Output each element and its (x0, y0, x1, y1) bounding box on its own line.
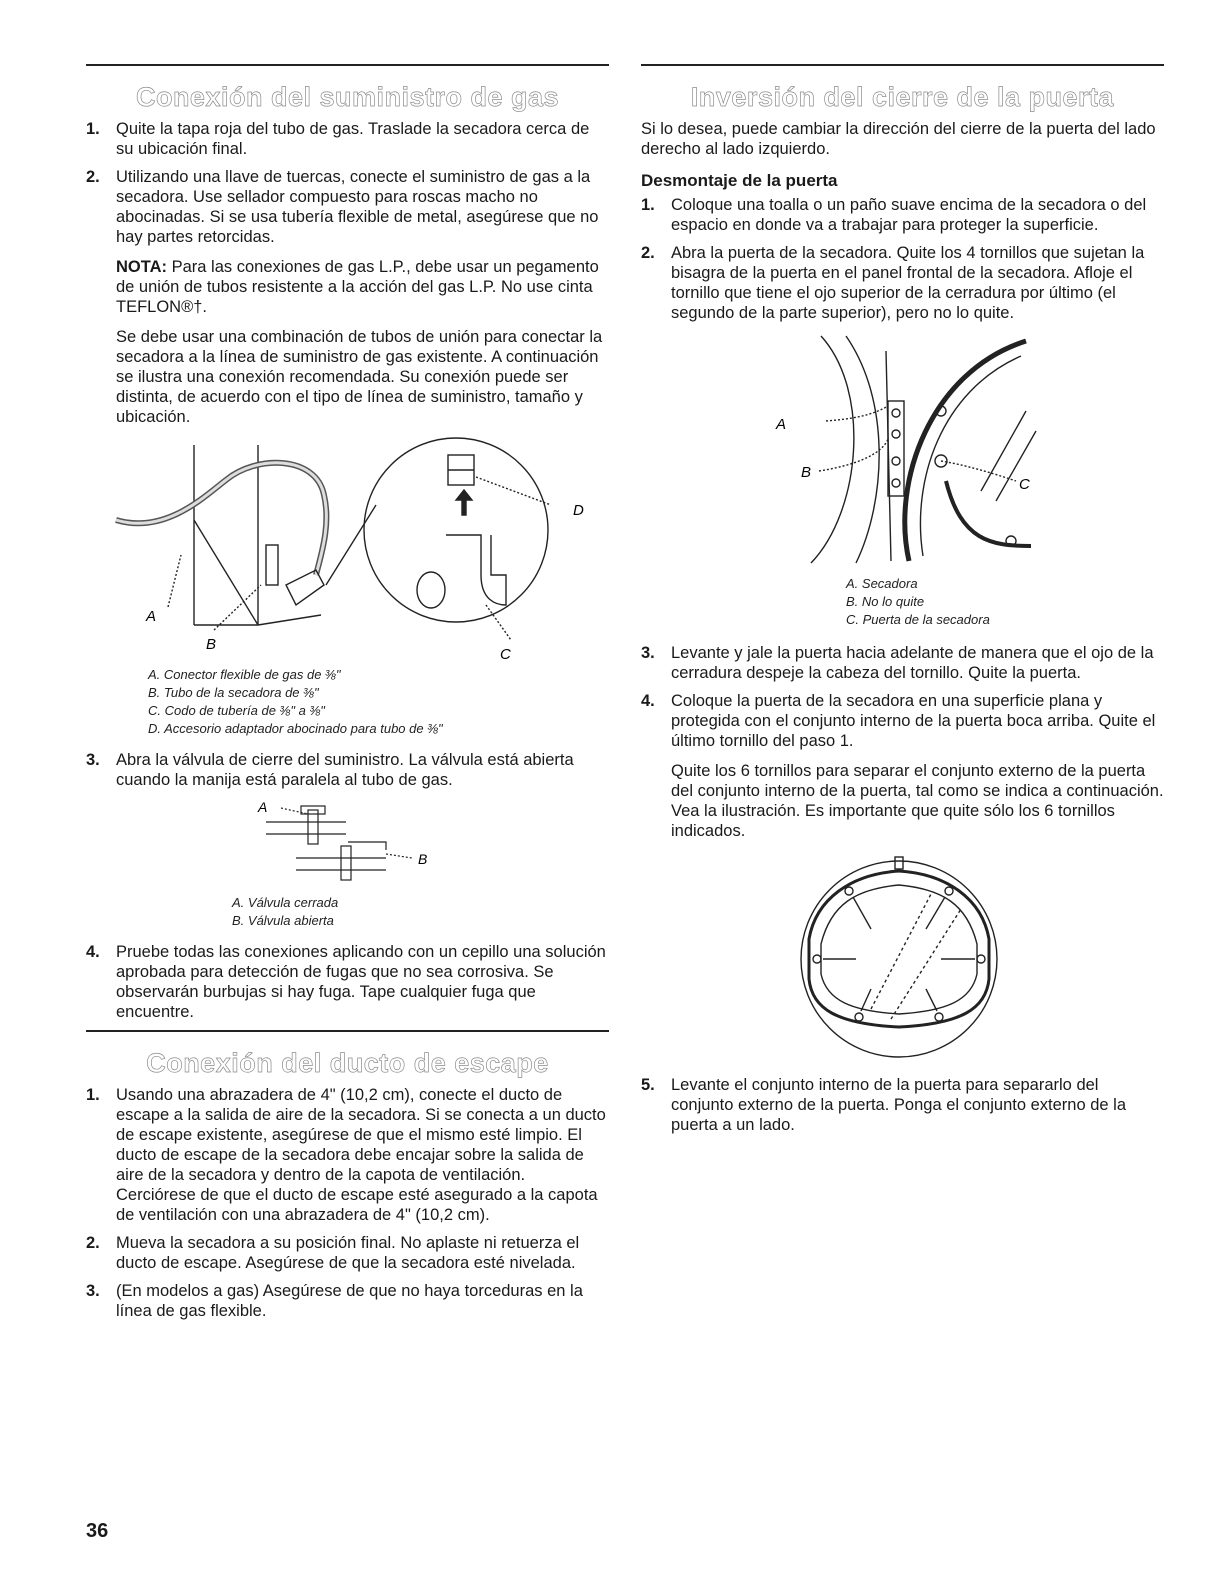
top-rule-left (86, 64, 609, 66)
label-c: C (1019, 476, 1030, 493)
exhaust-step-3 (86, 1281, 609, 1321)
door-step-5 (641, 1075, 1164, 1135)
door-step-1 (641, 195, 1164, 235)
step-number: 1. (86, 120, 100, 138)
nota-paragraph (116, 257, 609, 317)
step-number: 2. (86, 1234, 100, 1252)
caption: A. Secadora (846, 576, 918, 591)
exhaust-step-1 (86, 1085, 609, 1225)
nota-label: NOTA: (116, 258, 168, 276)
door-screws-figure (641, 849, 1164, 1059)
caption: B. No lo quite (846, 594, 925, 609)
step-text: Abra la puerta de la secadora. Quite los 4 tornillos que sujetan la bisagra de la puerta en el panel frontal de la secadora. Afloje el tornillo que tiene el ojo superior de la cerradura por último (el segundo de la parte superior), pero no lo quite. (671, 244, 1145, 322)
top-rule-right (641, 64, 1164, 66)
caption: D. Accesorio adaptador abocinado para tubo de ⅜" (148, 721, 443, 736)
valve-captions (232, 894, 609, 930)
gas-step-3 (86, 750, 609, 790)
valve-figure (86, 798, 609, 888)
step-text: Levante el conjunto interno de la puerta para separarlo del conjunto externo de la puerta. Ponga el conjunto externo de la puerta a un lado. (671, 1076, 1126, 1134)
step-text: Utilizando una llave de tuercas, conecte el suministro de gas a la secadora. Use sellador compuesto para roscas macho no abocinadas. Si se usa tubería flexible de metal, asegúrese que no hay partes retorcidas. (116, 168, 599, 246)
label-a: A (146, 608, 157, 625)
door-step-2 (641, 243, 1164, 323)
gas-connection-figure (86, 435, 609, 660)
nota-text: Para las conexiones de gas L.P., debe usar un pegamento de unión de tubos resistente a la acción del gas L.P. No use cinta TEFLON®†. (116, 258, 599, 316)
door-screws-illustration (641, 849, 1164, 1059)
step-text: Abra la válvula de cierre del suministro. La válvula está abierta cuando la manija está paralela al tubo de gas. (116, 751, 574, 789)
step-number: 4. (86, 943, 100, 961)
label-c: C (500, 646, 511, 660)
step-text: Levante y jale la puerta hacia adelante de manera que el ojo de la cerradura despeje la cabeza del tornillo. Quite la puerta. (671, 644, 1154, 682)
caption: A. Válvula cerrada (232, 895, 339, 910)
step-text-continued: Quite los 6 tornillos para separar el conjunto externo de la puerta del conjunto interno de la puerta, tal como se indica a continuación. Vea la ilustración. Es importante que quite sólo los 6 tornillos indicados. (671, 762, 1164, 840)
label-a: A (776, 416, 787, 433)
door-hinge-figure (641, 331, 1164, 569)
step-number: 3. (641, 644, 655, 662)
label-b: B (801, 464, 812, 481)
step-number: 2. (86, 168, 100, 186)
step-text: Mueva la secadora a su posición final. No aplaste ni retuerza el ducto de escape. Asegúrese de que la secadora esté nivelada. (116, 1234, 580, 1272)
step-number: 2. (641, 244, 655, 262)
exhaust-title: Conexión del ducto de escape (146, 1048, 549, 1078)
step-text: Pruebe todas las conexiones aplicando con un cepillo una solución aprobada para detección de fugas que no sea corrosiva. Se observarán burbujas si hay fuga. Tape cualquier fuga que encuentre. (116, 943, 606, 1021)
step-number: 3. (86, 1282, 100, 1300)
step-text: Coloque una toalla o un paño suave encima de la secadora o del espacio en donde va a trabajar para proteger la superficie. (671, 196, 1147, 234)
step-text: Quite la tapa roja del tubo de gas. Traslade la secadora cerca de su ubicación final. (116, 120, 590, 158)
caption: C. Codo de tubería de ⅜" a ⅜" (148, 703, 325, 718)
caption: C. Puerta de la secadora (846, 612, 990, 627)
door-step-4 (641, 691, 1164, 841)
label-a: A (258, 799, 268, 815)
step-text: (En modelos a gas) Asegúrese de que no haya torceduras en la línea de gas flexible. (116, 1282, 583, 1320)
step-number: 3. (86, 751, 100, 769)
door-hinge-captions (846, 575, 1164, 629)
door-reversal-title: Inversión del cierre de la puerta (690, 82, 1115, 112)
section-rule (86, 1030, 609, 1032)
gas-step-2 (86, 167, 609, 427)
label-b: B (206, 636, 217, 653)
step-text: Usando una abrazadera de 4" (10,2 cm), conecte el ducto de escape a la salida de aire de la secadora. Si se conecta a un ducto de escape existente, asegúrese de que el mismo esté limpio. El ducto de escape de la secadora debe encajar sobre la salida de aire de la secadora y dentro de la capota de ventilación. Cerciórese de que el ducto de escape esté asegurado a la capota de ventilación con una abrazadera de 4" (10,2 cm). (116, 1086, 606, 1224)
gas-step-4 (86, 942, 609, 1022)
caption: B. Tubo de la secadora de ⅜" (148, 685, 319, 700)
page-number: 36 (86, 1520, 109, 1542)
step-number: 1. (641, 196, 655, 214)
gas-supply-title: Conexión del suministro de gas (135, 82, 560, 112)
gas-connection-captions (148, 666, 609, 738)
door-step-3 (641, 643, 1164, 683)
left-column (86, 64, 609, 1329)
gas-step-1 (86, 119, 609, 159)
step-number: 5. (641, 1076, 655, 1094)
door-removal-subhead: Desmontaje de la puerta (641, 171, 838, 190)
door-hinge-illustration (641, 331, 1164, 569)
combination-paragraph: Se debe usar una combinación de tubos de unión para conectar la secadora a la línea de suministro de gas existente. A continuación se ilustra una conexión recomendada. Su conexión puede ser distinta, de acuerdo con el tipo de línea de suministro, tamaño y ubicación. (116, 328, 603, 426)
label-b: B (418, 851, 428, 867)
gas-connection-illustration (86, 435, 609, 660)
step-number: 1. (86, 1086, 100, 1104)
exhaust-step-2 (86, 1233, 609, 1273)
valve-illustration (86, 798, 609, 888)
step-number: 4. (641, 692, 655, 710)
intro-paragraph: Si lo desea, puede cambiar la dirección del cierre de la puerta del lado derecho al lado izquierdo. (641, 120, 1156, 158)
caption: A. Conector flexible de gas de ⅜" (148, 667, 341, 682)
step-text: Coloque la puerta de la secadora en una superficie plana y protegida con el conjunto interno de la puerta boca arriba. Quite el último tornillo del paso 1. (671, 692, 1156, 750)
caption: B. Válvula abierta (232, 913, 334, 928)
right-column (641, 64, 1164, 1143)
label-d: D (573, 502, 584, 519)
